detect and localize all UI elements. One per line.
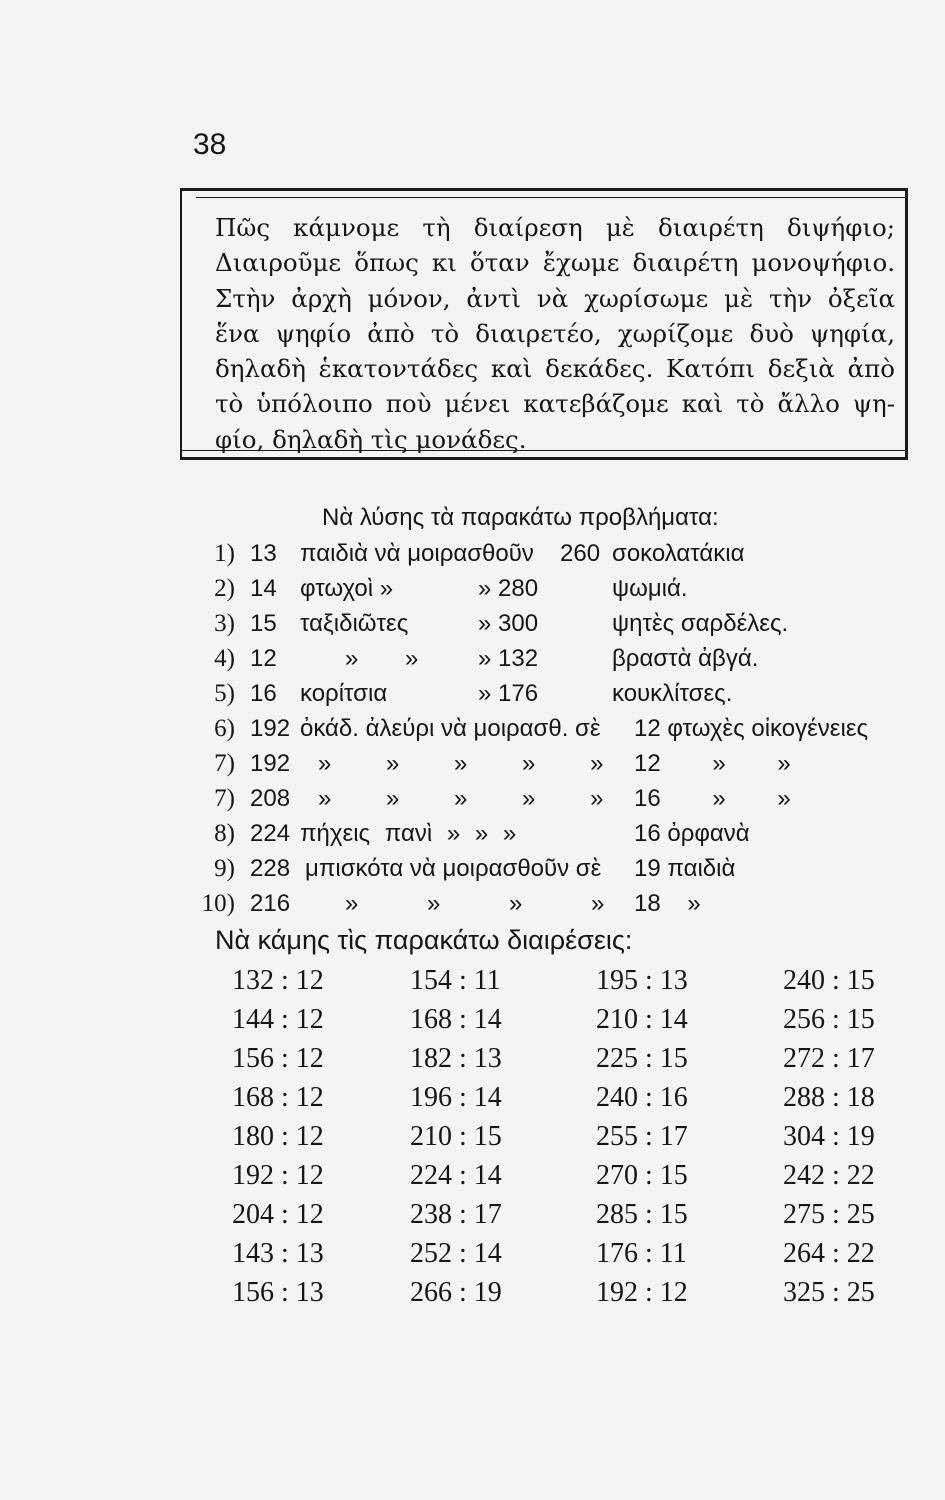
division-cell: 288 : 18: [783, 1082, 875, 1113]
problem-item: [0, 680, 945, 714]
problem-item: [0, 610, 945, 644]
problem-number: 8): [214, 820, 235, 847]
problem-number: 7): [214, 785, 235, 812]
problem-object: ψωμιά.: [612, 575, 688, 602]
problem-number: 9): [214, 855, 235, 882]
problem-number: 3): [214, 610, 235, 637]
problem-subject: φτωχοὶ »: [300, 575, 394, 602]
division-cell: 304 : 19: [783, 1121, 875, 1152]
problem-number: 2): [214, 575, 235, 602]
problem-quantity: 16: [250, 680, 277, 707]
problem-amount: » 176: [478, 680, 539, 707]
rule-text: [215, 210, 895, 457]
problem-item: [0, 820, 945, 854]
problem-subject: » » » »: [345, 890, 605, 917]
problem-item: [0, 575, 945, 609]
rule-line: δηλαδὴ ἑκατοντάδες καὶ δεκάδες. Κατόπι δεξιὰ ἀπὸ: [215, 354, 895, 384]
problem-subject: ὀκάδ. ἀλεύρι νὰ μοιρασθ. σὲ: [300, 715, 601, 742]
problem-amount: » 132: [478, 645, 539, 672]
rule-box-inner-top-line: [196, 197, 905, 198]
problem-number: 7): [214, 750, 235, 777]
problem-object: 12 φτωχὲς οἰκογένειες: [634, 715, 869, 742]
division-cell: 132 : 12: [232, 965, 324, 996]
problem-number: 4): [214, 645, 235, 672]
problem-subject: » » » » »: [318, 750, 604, 777]
division-cell: 180 : 12: [232, 1121, 324, 1152]
division-cell: 240 : 15: [783, 965, 875, 996]
problem-item: [0, 715, 945, 749]
problem-subject: μπισκότα νὰ μοιρασθοῦν σὲ: [305, 855, 602, 882]
rule-line: Στὴν ἀρχὴ μόνον, ἀντὶ νὰ χωρίσωμε μὲ τὴν ὀξεῖα: [215, 283, 895, 313]
page-number: 38: [193, 128, 227, 161]
division-cell: 225 : 15: [596, 1043, 688, 1074]
problem-amount: » 300: [478, 610, 539, 637]
problem-number: 5): [214, 680, 235, 707]
division-cell: 242 : 22: [783, 1160, 875, 1191]
division-row: [0, 1082, 945, 1120]
problem-quantity: 224: [250, 820, 291, 847]
division-cell: 168 : 12: [232, 1082, 324, 1113]
division-cell: 168 : 14: [410, 1004, 502, 1035]
problem-item: [0, 890, 945, 924]
problems-heading: Νὰ λύσης τὰ παρακάτω προβλήματα:: [322, 504, 719, 531]
problem-subject: πήχεις πανὶ » » »: [300, 820, 517, 847]
problem-quantity: 14: [250, 575, 277, 602]
problem-quantity: 13: [250, 540, 277, 567]
division-cell: 255 : 17: [596, 1121, 688, 1152]
division-cell: 176 : 11: [596, 1238, 687, 1269]
division-cell: 154 : 11: [410, 965, 501, 996]
division-cell: 270 : 15: [596, 1160, 688, 1191]
division-row: [0, 1121, 945, 1159]
problem-item: [0, 540, 945, 574]
division-cell: 192 : 12: [232, 1160, 324, 1191]
division-cell: 182 : 13: [410, 1043, 502, 1074]
problem-object: 12 » »: [634, 750, 791, 777]
problem-quantity: 192: [250, 715, 291, 742]
problem-number: 10): [201, 890, 235, 917]
division-cell: 196 : 14: [410, 1082, 502, 1113]
problem-subject: παιδιὰ νὰ μοιρασθοῦν: [300, 540, 534, 567]
problem-item: [0, 785, 945, 819]
division-cell: 192 : 12: [596, 1277, 688, 1308]
problem-object: σοκολατάκια: [612, 540, 745, 567]
problem-quantity: 216: [250, 890, 291, 917]
division-cell: 285 : 15: [596, 1199, 688, 1230]
division-cell: 143 : 13: [232, 1238, 324, 1269]
division-cell: 266 : 19: [410, 1277, 502, 1308]
division-row: [0, 1043, 945, 1081]
problem-item: [0, 645, 945, 679]
problem-quantity: 12: [250, 645, 277, 672]
division-cell: 195 : 13: [596, 965, 688, 996]
division-row: [0, 1238, 945, 1276]
problem-item: [0, 750, 945, 784]
rule-line: τὸ ὑπόλοιπο ποὺ μένει κατεβάζομε καὶ τὸ ἄλλο ψη-: [215, 389, 895, 419]
problem-subject: » » » » »: [318, 785, 604, 812]
division-cell: 224 : 14: [410, 1160, 502, 1191]
problem-subject: κορίτσια: [300, 680, 388, 707]
problem-amount: » 280: [478, 575, 539, 602]
problem-quantity: 192: [250, 750, 291, 777]
division-row: [0, 1199, 945, 1237]
division-cell: 210 : 15: [410, 1121, 502, 1152]
division-cell: 238 : 17: [410, 1199, 502, 1230]
division-row: [0, 1277, 945, 1315]
problem-quantity: 15: [250, 610, 277, 637]
problem-object: 16 » »: [634, 785, 791, 812]
division-row: [0, 1004, 945, 1042]
division-cell: 325 : 25: [783, 1277, 875, 1308]
problem-object: 16 ὀρφανὰ: [634, 820, 750, 847]
division-cell: 240 : 16: [596, 1082, 688, 1113]
division-cell: 256 : 15: [783, 1004, 875, 1035]
problem-amount: 260: [560, 540, 601, 567]
division-cell: 275 : 25: [783, 1199, 875, 1230]
division-cell: 156 : 12: [232, 1043, 324, 1074]
division-cell: 264 : 22: [783, 1238, 875, 1269]
division-cell: 252 : 14: [410, 1238, 502, 1269]
division-cell: 156 : 13: [232, 1277, 324, 1308]
division-cell: 144 : 12: [232, 1004, 324, 1035]
problem-object: ψητὲς σαρδέλες.: [612, 610, 789, 637]
problem-subject: ταξιδιῶτες: [300, 610, 409, 637]
rule-line: φίο, δηλαδὴ τὶς μονάδες.: [215, 424, 527, 454]
problem-subject: » »: [345, 645, 419, 672]
problem-object: 19 παιδιὰ: [634, 855, 736, 882]
problem-object: κουκλίτσες.: [612, 680, 733, 707]
problem-quantity: 208: [250, 785, 291, 812]
division-row: [0, 1160, 945, 1198]
rule-line: Διαιροῦμε ὅπως κι ὅταν ἔχωμε διαιρέτη μονοψήφιο.: [215, 248, 895, 278]
rule-line: Πῶς κάμνομε τὴ διαίρεση μὲ διαιρέτη διψήφιο;: [215, 213, 895, 242]
division-cell: 272 : 17: [783, 1043, 875, 1074]
problem-object: 18 »: [634, 890, 701, 917]
problem-item: [0, 855, 945, 889]
problem-number: 6): [214, 715, 235, 742]
rule-line: ἕνα ψηφίο ἀπὸ τὸ διαιρετέο, χωρίζομε δυὸ ψηφία,: [215, 318, 895, 348]
division-row: [0, 965, 945, 1003]
division-cell: 210 : 14: [596, 1004, 688, 1035]
divisions-heading: Νὰ κάμης τὶς παρακάτω διαιρέσεις:: [215, 925, 633, 955]
problem-object: βραστὰ ἀβγά.: [612, 645, 759, 672]
problem-quantity: 228: [250, 855, 291, 882]
problem-number: 1): [214, 540, 235, 567]
division-cell: 204 : 12: [232, 1199, 324, 1230]
